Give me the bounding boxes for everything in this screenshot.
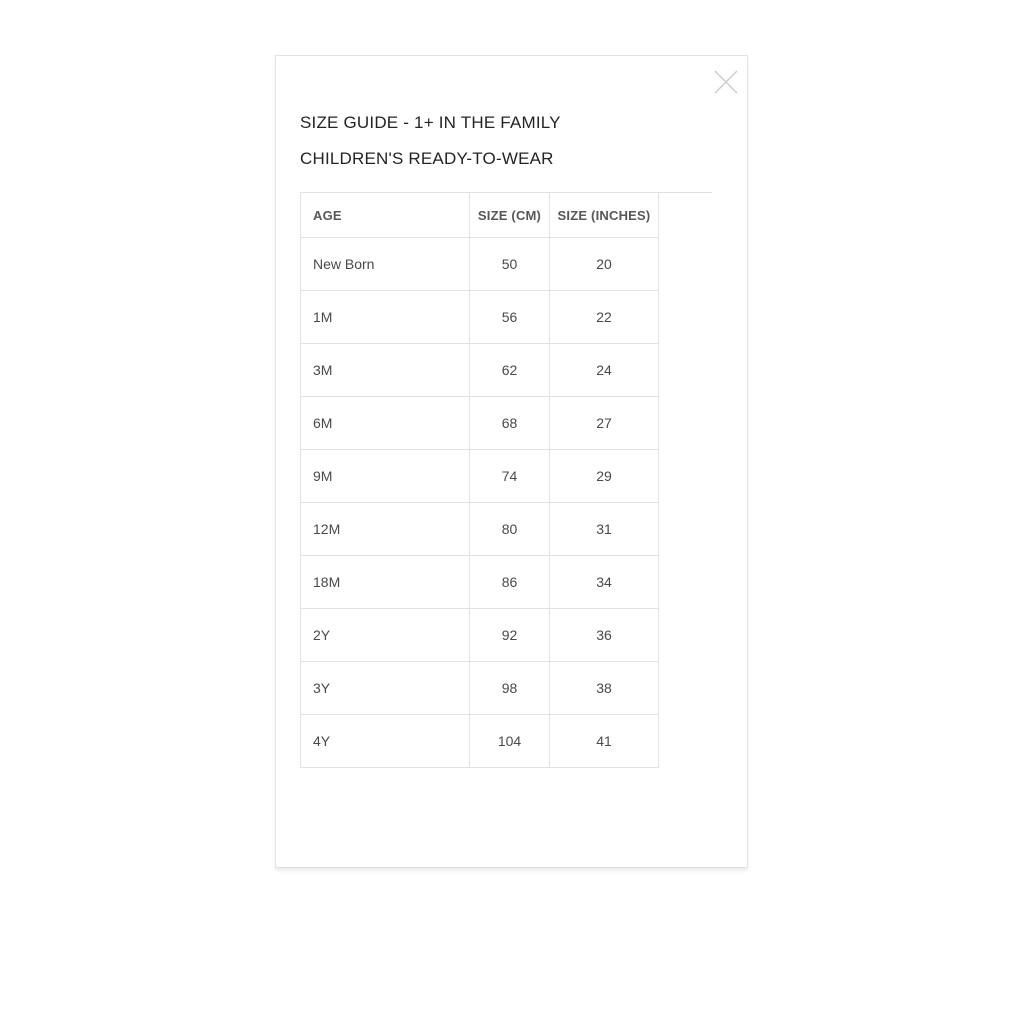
size-inches-column-header: SIZE (INCHES) xyxy=(550,193,659,238)
size-table-header xyxy=(301,193,659,238)
age-cell: 12M xyxy=(301,503,470,556)
size-chart-table xyxy=(300,192,659,768)
table-row xyxy=(301,662,659,715)
age-cell: 6M xyxy=(301,397,470,450)
modal-content xyxy=(276,56,747,768)
table-row xyxy=(301,397,659,450)
size-inches-cell: 20 xyxy=(550,238,659,291)
size-cm-cell: 104 xyxy=(470,715,550,768)
size-cm-cell: 74 xyxy=(470,450,550,503)
size-guide-modal xyxy=(275,55,748,868)
table-row xyxy=(301,556,659,609)
size-cm-cell: 62 xyxy=(470,344,550,397)
table-row xyxy=(301,238,659,291)
size-guide-title: SIZE GUIDE - 1+ IN THE FAMILY xyxy=(300,113,561,132)
table-row xyxy=(301,344,659,397)
size-cm-column-header: SIZE (CM) xyxy=(470,193,550,238)
age-cell: 18M xyxy=(301,556,470,609)
age-cell: 3Y xyxy=(301,662,470,715)
size-cm-cell: 50 xyxy=(470,238,550,291)
size-cm-cell: 80 xyxy=(470,503,550,556)
table-row xyxy=(301,503,659,556)
size-cm-cell: 92 xyxy=(470,609,550,662)
size-inches-cell: 27 xyxy=(550,397,659,450)
table-row xyxy=(301,291,659,344)
size-inches-cell: 34 xyxy=(550,556,659,609)
size-table-body xyxy=(301,238,659,768)
size-inches-cell: 31 xyxy=(550,503,659,556)
close-x-icon xyxy=(712,68,740,96)
age-column-header: AGE xyxy=(301,193,470,238)
age-cell: 4Y xyxy=(301,715,470,768)
header-row xyxy=(301,193,659,238)
age-cell: 9M xyxy=(301,450,470,503)
age-cell: New Born xyxy=(301,238,470,291)
size-cm-cell: 86 xyxy=(470,556,550,609)
age-cell: 1M xyxy=(301,291,470,344)
size-inches-cell: 38 xyxy=(550,662,659,715)
size-cm-cell: 98 xyxy=(470,662,550,715)
close-button[interactable] xyxy=(712,68,740,96)
size-cm-cell: 68 xyxy=(470,397,550,450)
table-row xyxy=(301,609,659,662)
size-inches-cell: 36 xyxy=(550,609,659,662)
size-inches-cell: 41 xyxy=(550,715,659,768)
size-cm-cell: 56 xyxy=(470,291,550,344)
size-inches-cell: 22 xyxy=(550,291,659,344)
age-cell: 2Y xyxy=(301,609,470,662)
table-row xyxy=(301,715,659,768)
table-row xyxy=(301,450,659,503)
size-guide-subtitle: CHILDREN'S READY-TO-WEAR xyxy=(300,149,554,168)
size-inches-cell: 24 xyxy=(550,344,659,397)
size-inches-cell: 29 xyxy=(550,450,659,503)
age-cell: 3M xyxy=(301,344,470,397)
